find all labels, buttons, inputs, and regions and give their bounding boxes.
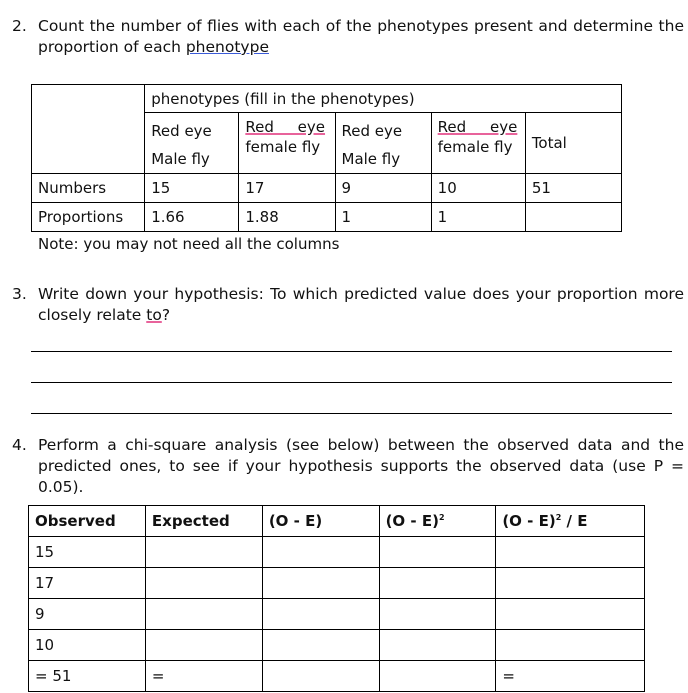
numbers-cell[interactable]: 15 <box>145 174 239 203</box>
numbers-cell[interactable]: 9 <box>335 174 431 203</box>
o-minus-e-cell[interactable] <box>262 568 379 599</box>
question-3-number: 3. <box>12 285 27 303</box>
o-minus-e-squared-cell[interactable] <box>379 630 496 661</box>
phenotype-cell[interactable]: Red eye Male fly <box>335 113 431 174</box>
chi-term-cell[interactable] <box>496 599 645 630</box>
question-4-line2: predicted ones, to see if your hypothesis supports the observed data (use P = 0.05). <box>38 457 684 496</box>
phenotype-table <box>31 84 622 232</box>
chi-square-table <box>28 505 645 692</box>
answer-line[interactable] <box>31 382 672 383</box>
o-minus-e-squared-cell[interactable] <box>379 568 496 599</box>
o-minus-e-cell[interactable] <box>262 630 379 661</box>
question-2-line2 <box>38 37 684 58</box>
observed-header: Observed <box>29 506 146 537</box>
question-2-number: 2. <box>12 17 27 35</box>
proportions-cell[interactable]: 1 <box>335 203 431 232</box>
observed-cell[interactable]: 10 <box>29 630 146 661</box>
question-4-number: 4. <box>12 436 27 454</box>
observed-cell[interactable]: 17 <box>29 568 146 599</box>
question-4 <box>12 435 684 496</box>
expected-cell[interactable] <box>145 599 262 630</box>
observed-cell[interactable]: 15 <box>29 537 146 568</box>
proportions-total-cell[interactable] <box>525 203 621 232</box>
o-minus-e-squared-cell[interactable] <box>379 537 496 568</box>
phenotypes-header: phenotypes (fill in the phenotypes) <box>145 85 622 113</box>
expected-total-cell[interactable]: = <box>145 661 262 692</box>
proportions-cell[interactable]: 1.66 <box>145 203 239 232</box>
answer-line[interactable] <box>31 351 672 352</box>
numbers-cell[interactable]: 10 <box>431 174 525 203</box>
numbers-total-cell[interactable]: 51 <box>525 174 621 203</box>
expected-cell[interactable] <box>145 630 262 661</box>
chi-term-cell[interactable] <box>496 630 645 661</box>
o-minus-e-cell[interactable] <box>262 537 379 568</box>
question-2 <box>12 16 684 60</box>
chi-term-header: (O - E)$^2$ / E <box>496 506 645 537</box>
question-3-to-word: to <box>146 306 162 324</box>
question-3-line1: Write down your hypothesis: To which predicted value does your proportion more <box>38 285 684 303</box>
observed-cell[interactable]: 9 <box>29 599 146 630</box>
proportions-cell[interactable]: 1 <box>431 203 525 232</box>
chi-square-total-cell[interactable]: = <box>496 661 645 692</box>
phenotype-cell[interactable]: Red eye female fly <box>431 113 525 174</box>
observed-total-cell[interactable]: = 51 <box>29 661 146 692</box>
o-minus-e-header: (O - E) <box>262 506 379 537</box>
question-3-line2: closely relate to? <box>38 306 171 324</box>
o-minus-e-cell[interactable] <box>262 661 379 692</box>
total-header: Total <box>525 113 621 174</box>
row-label-numbers: Numbers <box>32 174 145 203</box>
row-label-proportions: Proportions <box>32 203 145 232</box>
chi-term-cell[interactable] <box>496 537 645 568</box>
answer-line[interactable] <box>31 413 672 414</box>
o-minus-e-cell[interactable] <box>262 599 379 630</box>
question-3 <box>12 284 684 328</box>
expected-header: Expected <box>145 506 262 537</box>
table-note: Note: you may not need all the columns <box>38 235 340 253</box>
phenotype-cell[interactable]: Red eye female fly <box>239 113 335 174</box>
proportions-cell[interactable]: 1.88 <box>239 203 335 232</box>
expected-cell[interactable] <box>145 568 262 599</box>
phenotype-cell[interactable]: Red eye Male fly <box>145 113 239 174</box>
numbers-cell[interactable]: 17 <box>239 174 335 203</box>
question-2-line2-prefix: proportion of each <box>38 38 186 56</box>
o-minus-e-squared-header: (O - E)$^2$ <box>379 506 496 537</box>
question-4-line1: Perform a chi-square analysis (see below) between the observed data and the <box>38 436 684 454</box>
expected-cell[interactable] <box>145 537 262 568</box>
o-minus-e-squared-cell[interactable] <box>379 661 496 692</box>
question-2-phenotype-word: phenotype <box>185 38 269 56</box>
question-2-line1: Count the number of flies with each of the phenotypes present and determine the <box>38 17 684 35</box>
chi-term-cell[interactable] <box>496 568 645 599</box>
o-minus-e-squared-cell[interactable] <box>379 599 496 630</box>
table-corner-cell <box>32 85 145 174</box>
